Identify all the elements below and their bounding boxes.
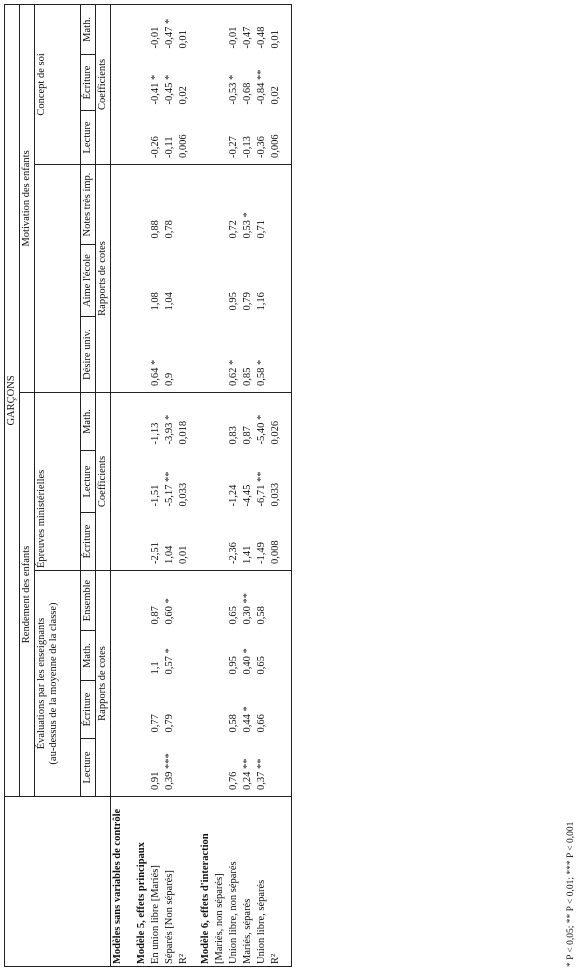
- subgroup-self-concept: Concept de soi: [35, 4, 81, 164]
- cell-value: 0,026: [269, 393, 283, 451]
- cell-value: 1,1: [150, 661, 161, 675]
- col-header: Lecture: [81, 111, 96, 165]
- cell-value: -5,40 *: [255, 393, 269, 451]
- cell-value: [177, 631, 191, 681]
- cell-value: [213, 111, 227, 165]
- table-row: [163, 4, 177, 966]
- cell-value: [177, 317, 191, 393]
- cell-value: -0,68: [242, 82, 253, 105]
- rotated-page: [4, 5, 576, 967]
- results-table: [4, 4, 292, 967]
- cell-value: 0,57 *: [164, 648, 175, 675]
- cell-value: [213, 739, 227, 797]
- col-header: Notes très imp.: [81, 165, 96, 245]
- cell-value: [177, 571, 191, 631]
- col-header: Math.: [81, 393, 96, 451]
- unit-odds-ratios: Rapports de cotes: [96, 165, 111, 393]
- cell-value: 0,71: [255, 165, 269, 245]
- cell-value: [213, 451, 227, 513]
- cell-value: [213, 317, 227, 393]
- col-header: Écriture: [81, 55, 96, 111]
- cell-value: -5,17 **: [164, 471, 175, 507]
- cell-value: 0,033: [270, 482, 281, 507]
- cell-value: [213, 4, 227, 54]
- cell-value: -0,26: [150, 136, 161, 158]
- teachers-title: Évaluations par les enseignants: [36, 617, 47, 750]
- model-heading: Modèle 5, effets principaux: [135, 797, 149, 967]
- section-heading-row: [111, 4, 126, 966]
- cell-value: 0,87: [241, 393, 255, 451]
- cell-value: 0,58 *: [256, 359, 267, 386]
- section-heading-row: [135, 4, 149, 966]
- cell-value: [269, 631, 283, 681]
- cell-value: 0,88: [149, 165, 163, 245]
- cell-value: 0,24 **: [242, 758, 253, 790]
- cell-value: -0,41 *: [150, 74, 161, 105]
- cell-value: 0,64 *: [150, 359, 161, 386]
- col-header: Ensemble: [81, 571, 96, 631]
- cell-value: -0,01: [227, 4, 241, 54]
- col-header: Aime l'école: [81, 245, 96, 317]
- cell-value: 0,83: [227, 393, 241, 451]
- cell-value: 0,78: [163, 165, 177, 245]
- cell-value: 0,44 *: [242, 706, 253, 733]
- col-header: Écriture: [81, 513, 96, 571]
- cell-value: [213, 631, 227, 681]
- cell-value: -0,48: [255, 4, 269, 54]
- table-body: [111, 4, 292, 966]
- cell-value: 0,9: [164, 372, 175, 386]
- cell-value: [213, 681, 227, 739]
- col-header: Lecture: [81, 451, 96, 513]
- model-heading: Modèles sans variables de contrôle: [111, 797, 126, 967]
- cell-value: [177, 165, 191, 245]
- cell-value: 1,41: [242, 545, 253, 564]
- row-label: En union libre [Mariés]: [149, 797, 163, 967]
- table-row: [149, 4, 163, 966]
- cell-value: 0,37 **: [256, 758, 267, 790]
- cell-value: 0,95: [228, 292, 239, 311]
- cell-value: 0,01: [178, 545, 189, 564]
- cell-value: [213, 245, 227, 317]
- table-row: [241, 4, 255, 966]
- cell-value: -0,13: [242, 136, 253, 158]
- col-header: Lecture: [81, 739, 96, 797]
- section-heading-row: [199, 4, 213, 966]
- cell-value: 0,66: [256, 714, 267, 733]
- cell-value: [213, 165, 227, 245]
- cell-value: 0,01: [177, 4, 191, 54]
- table-row: [227, 4, 241, 966]
- row-label: R²: [177, 797, 191, 967]
- cell-value: [177, 739, 191, 797]
- cell-value: 0,65: [227, 571, 241, 631]
- table-row: [213, 4, 227, 966]
- cell-value: -0,84 **: [256, 69, 267, 105]
- cell-value: -0,11: [164, 136, 175, 158]
- cell-value: 0,87: [149, 571, 163, 631]
- cell-value: 0,033: [178, 482, 189, 507]
- cell-value: 0,85: [242, 367, 253, 386]
- cell-value: -0,45 *: [164, 74, 175, 105]
- cell-value: 0,01: [269, 4, 283, 54]
- cell-value: 0,02: [270, 86, 281, 105]
- cell-value: -2,36: [228, 542, 239, 564]
- cell-value: -0,47 *: [163, 4, 177, 54]
- row-label: [Mariés, non séparés]: [213, 797, 227, 967]
- unit-coefficients: Coefficients: [96, 4, 111, 164]
- cell-value: -3,93 *: [163, 393, 177, 451]
- cell-value: 1,04: [164, 545, 175, 564]
- cell-value: 1,16: [256, 292, 267, 311]
- cell-value: -4,45: [242, 484, 253, 507]
- cell-value: -0,53 *: [228, 74, 239, 105]
- cell-value: [269, 739, 283, 797]
- cell-value: 0,40 *: [242, 648, 253, 675]
- col-header: Math.: [81, 4, 96, 54]
- cell-value: -0,36: [256, 136, 267, 158]
- model-heading: Modèle 6, effets d'interaction: [199, 797, 213, 967]
- cell-value: 0,65: [256, 656, 267, 675]
- cell-value: [269, 681, 283, 739]
- cell-value: [269, 571, 283, 631]
- table-row: [255, 4, 269, 966]
- cell-value: -0,01: [149, 4, 163, 54]
- cell-value: -1,24: [228, 484, 239, 507]
- cell-value: 0,95: [228, 656, 239, 675]
- cell-value: 0,62 *: [228, 359, 239, 386]
- cell-value: 0,008: [270, 540, 281, 564]
- subgroup-ministerial-exams: Épreuves ministérielles: [35, 393, 81, 571]
- cell-value: 0,58: [255, 571, 269, 631]
- cell-value: -2,51: [150, 542, 161, 564]
- row-label: Séparés [Non séparés]: [163, 797, 177, 967]
- cell-value: [213, 571, 227, 631]
- col-header: Désire univ.: [81, 317, 96, 393]
- cell-value: 1,04: [164, 292, 175, 311]
- col-header: Écriture: [81, 681, 96, 739]
- cell-value: 0,76: [228, 771, 239, 790]
- cell-value: [213, 393, 227, 451]
- table-row: [269, 4, 283, 966]
- cell-value: [269, 245, 283, 317]
- cell-value: [269, 317, 283, 393]
- section-performance: Rendement des enfants: [20, 393, 35, 797]
- row-label: R²: [269, 797, 283, 967]
- row-label: Mariés, séparés: [241, 797, 255, 967]
- cell-value: -1,13: [149, 393, 163, 451]
- cell-value: [213, 55, 227, 111]
- table-row: [177, 4, 191, 966]
- footnote: * P < 0,05; ** P < 0,01; *** P < 0,001: [566, 821, 576, 967]
- col-header: Math.: [81, 631, 96, 681]
- group-title: GARÇONS: [5, 4, 20, 796]
- cell-value: -6,71 **: [256, 471, 267, 507]
- cell-value: 0,018: [177, 393, 191, 451]
- cell-value: 0,60 *: [163, 571, 177, 631]
- subgroup-teacher-evaluations: [35, 571, 81, 797]
- teachers-subtitle: (au-dessus de la moyenne de la classe): [48, 602, 59, 765]
- cell-value: 0,006: [270, 134, 281, 158]
- cell-value: 0,39 ***: [164, 753, 175, 790]
- cell-value: 0,53 *: [241, 165, 255, 245]
- cell-value: -1,51: [150, 484, 161, 507]
- cell-value: 0,77: [150, 714, 161, 733]
- cell-value: [177, 245, 191, 317]
- cell-value: 1,08: [150, 292, 161, 311]
- unit-odds-ratios: Rapports de cotes: [96, 571, 111, 797]
- cell-value: 0,30 **: [241, 571, 255, 631]
- cell-value: 0,006: [178, 134, 189, 158]
- cell-value: -0,47: [241, 4, 255, 54]
- cell-value: 0,02: [178, 86, 189, 105]
- cell-value: 0,79: [242, 292, 253, 311]
- cell-value: 0,79: [164, 714, 175, 733]
- row-label: Union libre, non séparés: [227, 797, 241, 967]
- cell-value: -1,49: [256, 542, 267, 564]
- cell-value: [269, 165, 283, 245]
- cell-value: 0,58: [228, 714, 239, 733]
- cell-value: [213, 513, 227, 571]
- row-label: Union libre, séparés: [255, 797, 269, 967]
- unit-coefficients: Coefficients: [96, 393, 111, 571]
- cell-value: 0,91: [150, 771, 161, 790]
- section-motivation: Motivation des enfants: [20, 4, 35, 392]
- cell-value: 0,72: [227, 165, 241, 245]
- cell-value: [177, 681, 191, 739]
- cell-value: -0,27: [228, 136, 239, 158]
